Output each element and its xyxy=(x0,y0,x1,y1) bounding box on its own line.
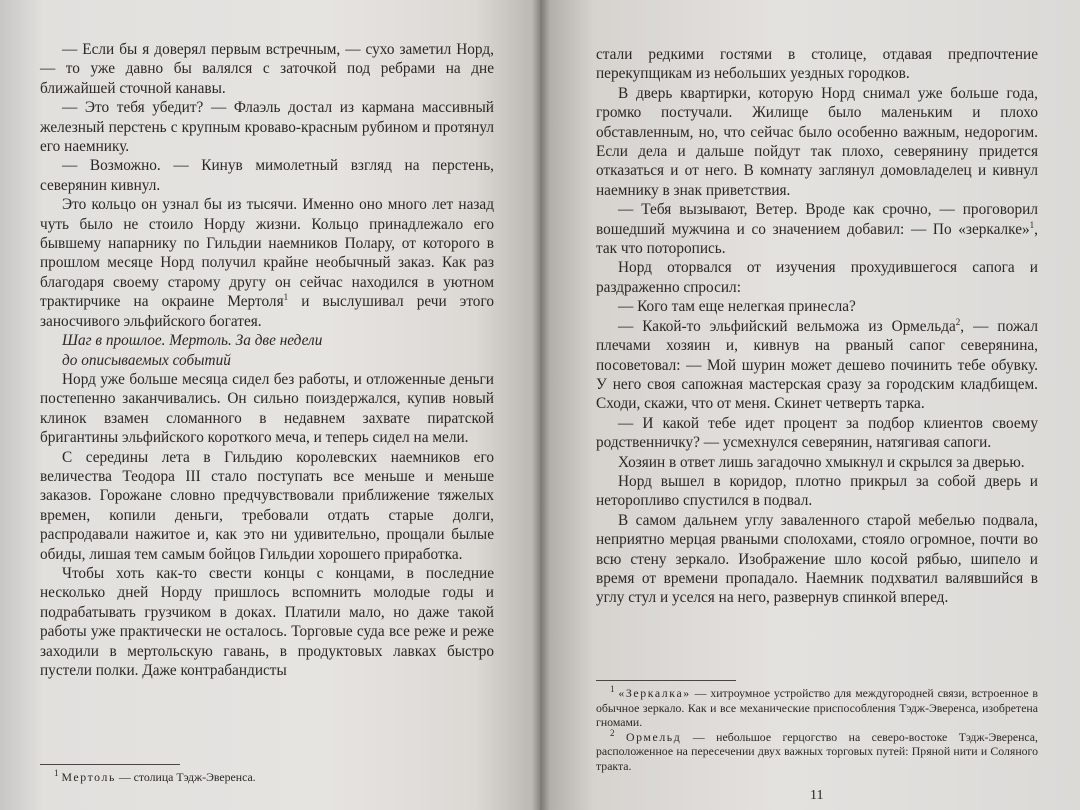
footnote xyxy=(40,770,494,785)
page-number: 11 xyxy=(810,788,824,803)
paragraph xyxy=(596,200,1038,258)
footnote-mark: 2 xyxy=(955,316,961,327)
paragraph: С середины лета в Гильдию королевских наемников его величества Теодора III стало поступать все меньше и меньше заказов. Горожане словно предчувствовали приближение тяжелых времен, копили деньги, требовали отдать старые долги, распродавали нажитое и, как это ни удивительно, прощали былые обиды, лишая тем самым бойцов Гильдии хорошего приработка. xyxy=(40,448,494,563)
footnote-text: — небольшое герцогство на северо-востоке Тэдж-Эверенса, расположенное на пересечении двух важных торговых путей: Пряной нити и Соляного тракта. xyxy=(596,729,1038,773)
right-page-text xyxy=(596,45,1038,608)
paragraph: — Кого там еще нелегкая принесла? xyxy=(618,298,856,316)
paragraph: — Это тебя убедит? — Флаэль достал из кармана массивный железный перстень с крупным кроваво-красным рубином и протянул его наемнику. xyxy=(40,99,494,156)
section-heading xyxy=(40,331,494,370)
footnote-term: Мертоль xyxy=(61,770,116,784)
paragraph: Хозяин в ответ лишь загадочно хмыкнул и скрылся за дверью. xyxy=(618,453,1025,471)
footnote-divider xyxy=(596,680,736,681)
paragraph-text: — Тебя вызывают, Ветер. Вроде как срочно, — проговорил вошедший мужчина и со значением добавил: — По «зеркалке» xyxy=(596,201,1038,238)
section-heading-line: до описываемых событий xyxy=(62,351,231,369)
paragraph xyxy=(40,195,494,331)
paragraph-text: , — пожал плечами хозяин и, кивнув на рваный сапог северянина, посоветовал: — Мой шурин может дешево починить тебе обувку. У него своя сапожная мастерская сразу за городским кладбищем. Сходи, скажи, что от меня. Скинет четверть тарка. xyxy=(596,317,1038,413)
footnote-divider xyxy=(40,764,180,765)
paragraph: Норд уже больше месяца сидел без работы, и отложенные деньги постепенно заканчивались. Он сильно поиздержался, купив новый клинок взамен сломанного в недавнем захвате пиратской бригантины эльфийского короткого меча, и теперь сидел на мели. xyxy=(40,370,494,447)
paragraph: В дверь квартирки, которую Норд снимал уже больше года, громко постучали. Жилище было маленьким и плохо обставленным, но, что сейчас было особенно важным, недорогим. Если дела и дальше пойдут так плохо, северянину придется отказаться и от него. В комнату заглянул домовладелец и кивнул наемнику в знак приветствия. xyxy=(596,84,1038,199)
left-page-text xyxy=(40,40,494,680)
paragraph: В самом дальнем углу заваленного старой мебелью подвала, неприятно мерцая рваными сполохами, стояло огромное, почти во всю стену зеркало. Изображение шло косой рябью, шипело и время от времени пропадало. Наемник подхватил валявшийся в углу стул и уселся на него, развернув спинкой вперед. xyxy=(596,511,1038,607)
paragraph: — Если бы я доверял первым встречным, — сухо заметил Норд, — то уже давно бы валялся с заточкой под ребрами на дне ближайшей сточной канавы. xyxy=(40,41,494,97)
paragraph: Чтобы хоть как-то свести концы с концами, в последние несколько дней Норду пришлось вспомнить молодые годы и подрабатывать грузчиком в доках. Платили мало, но даже такой работы уже практически не осталось. Торговые суда все реже и реже заходили в мертольскую гавань, в продуктовых лавках быстро пустели полки. Даже контрабандисты xyxy=(40,564,494,679)
paragraph-text: , так что поторопись. xyxy=(596,220,1038,258)
footnote-number: 1 xyxy=(610,684,615,695)
paragraph: Норд вышел в коридор, плотно прикрыл за собой дверь и неторопливо спустился в подвал. xyxy=(596,472,1038,510)
paragraph: Норд оторвался от изучения прохудившегося сапога и раздраженно спросил: xyxy=(596,259,1038,296)
footnote-term: «Зеркалка» xyxy=(618,686,691,700)
footnote xyxy=(596,686,1038,730)
paragraph: — И какой тебе идет процент за подбор клиентов своему родственничку? — усмехнулся северянин, натягивая сапоги. xyxy=(596,414,1038,452)
footnote-text: — столица Тэдж-Эверенса. xyxy=(115,770,256,784)
footnote-text: — хитроумное устройство для междугородней связи, встроенное в обычное зеркало. Как и все механические приспособления Тэдж-Эверенса, изобретена гномами. xyxy=(596,686,1038,730)
footnote-mark: 1 xyxy=(283,292,289,303)
footnote-term: Ормельд xyxy=(625,729,682,744)
section-heading-line: Шаг в прошлое. Мертоль. За две недели xyxy=(62,332,323,350)
footnote-mark: 1 xyxy=(1029,219,1035,230)
paragraph-text: Это кольцо он узнал бы из тысячи. Именно оно много лет назад чуть было не стоило Норду жизни. Кольцо принадлежало его бывшему напарнику по Гильдии наемников Полару, от которого в прошлом месяце Норд получил крайне необычный заказ. Как раз благодаря своему старому другу он сейчас находился в уютном трактирчике на окраине Мертоля xyxy=(40,196,494,311)
book-gutter xyxy=(532,0,550,810)
footnote xyxy=(596,727,1038,774)
paragraph-text: — Какой-то эльфийский вельможа из Ормельда xyxy=(618,317,956,335)
right-page xyxy=(540,0,1080,810)
paragraph-text: и выслушивал речи этого заносчивого эльфийского богатея. xyxy=(40,293,494,330)
paragraph: — Возможно. — Кинув мимолетный взгляд на перстень, северянин кивнул. xyxy=(40,157,494,194)
paragraph xyxy=(596,317,1038,414)
footnotes xyxy=(596,686,1038,774)
footnote-number: 1 xyxy=(54,768,59,779)
paragraph: стали редкими гостями в столице, отдавая предпочтение перекупщикам из небольших уездных городков. xyxy=(596,46,1038,83)
footnote-number: 2 xyxy=(610,727,615,738)
